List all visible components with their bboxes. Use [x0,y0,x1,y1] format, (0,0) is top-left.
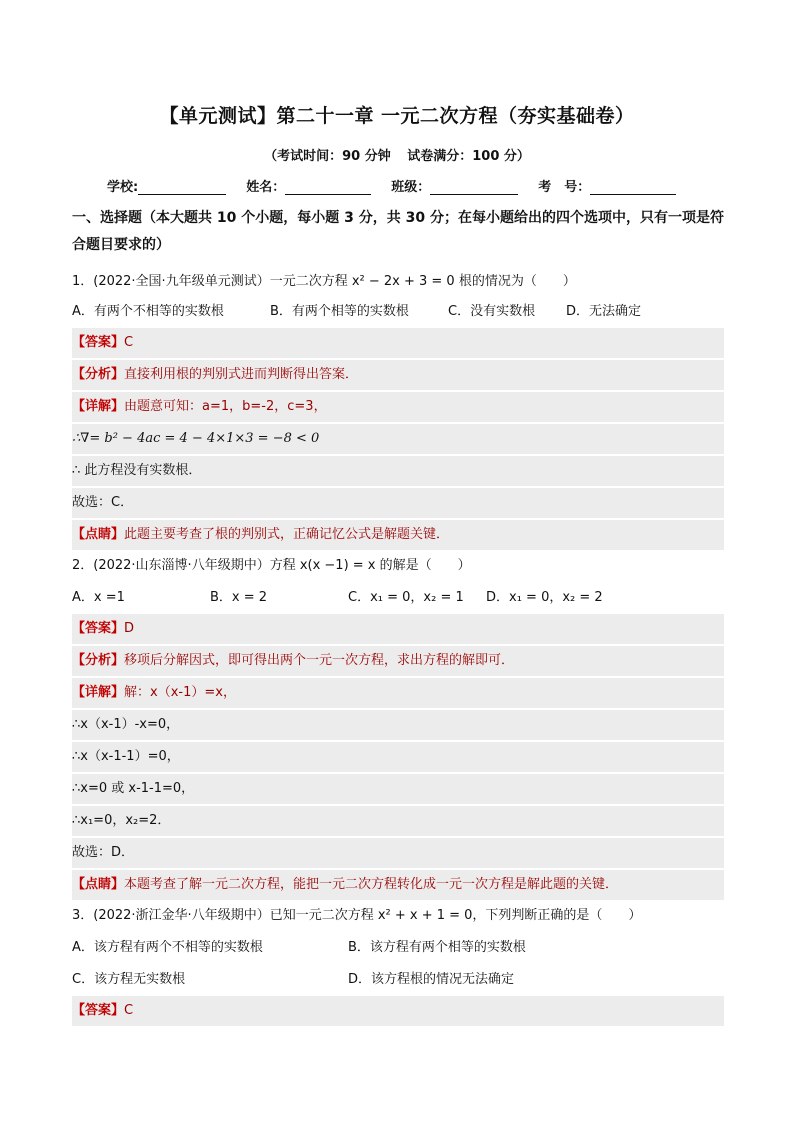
q2-stem: 2．(2022·山东淄博·八年级期中）方程 x(x −1) = x 的解是（ ） [72,558,471,573]
q1-step2: ∴ 此方程没有实数根． [72,456,724,486]
exam-meta [0,145,794,164]
q1-detail: 【详解】由题意可知：a=1，b=-2，c=3， [72,392,724,422]
name-blank[interactable] [285,180,371,195]
q1-options [72,297,724,327]
school-field [107,176,226,195]
q3-option-c: C．该方程无实数根 [72,972,186,987]
q2-step1: ∴x（x-1）-x=0， [72,710,724,740]
q1-analysis: 【分析】直接利用根的判别式进而判断得出答案． [72,360,724,390]
q1-option-a: A．有两个不相等的实数根 [72,304,224,319]
q1-step1: ∴∇= b² − 4ac = 4 − 4×1×3 = −8 < 0 [72,424,724,454]
q3-options-row1 [72,933,724,963]
q1-choice: 故选：C． [72,488,724,518]
class-label: 班级： [391,180,431,195]
q1-option-c: C．没有实数根 [448,304,536,319]
q2-options [72,583,724,613]
page-title: 【单元测试】第二十一章 一元二次方程（夯实基础卷） [159,105,635,127]
school-label: 学校: [107,180,139,195]
q2-step2: ∴x（x-1-1）=0， [72,742,724,772]
section-header: 一、选择题（本大题共 10 个小题，每小题 3 分，共 30 分；在每小题给出的四个选项中，只有一项是符合题目要求的） [72,210,724,253]
q2-choice: 故选：D． [72,838,724,868]
number-field [538,176,676,195]
q2-option-d: D．x₁ = 0，x₂ = 2 [486,590,603,605]
q2-detail: 【详解】解：x（x-1）=x， [72,678,724,708]
student-info [107,176,707,195]
q3-option-d: D．该方程根的情况无法确定 [348,972,515,987]
q2-option-b: B．x = 2 [210,590,268,605]
q2-option-c: C．x₁ = 0，x₂ = 1 [348,590,464,605]
q1-option-d: D．无法确定 [566,304,642,319]
q1-option-b: B．有两个相等的实数根 [270,304,409,319]
q2-comment: 【点睛】本题考查了解一元二次方程，能把一元二次方程转化成一元一次方程是解此题的关键． [72,870,724,900]
number-blank[interactable] [590,180,676,195]
q3-option-a: A．该方程有两个不相等的实数根 [72,940,263,955]
q2-step4: ∴x₁=0，x₂=2． [72,806,724,836]
q3-option-b: B．该方程有两个相等的实数根 [348,940,526,955]
exam-score: 试卷满分：100 分） [407,149,530,164]
q1-answer: 【答案】C [72,328,724,358]
q3-stem: 3．(2022·浙江金华·八年级期中）已知一元二次方程 x² + x + 1 = 0，下列判断正确的是（ ） [72,908,642,923]
number-label: 考 号： [538,180,591,195]
q1-comment: 【点睛】此题主要考查了根的判别式，正确记忆公式是解题关键． [72,520,724,550]
q2-answer: 【答案】D [72,614,724,644]
class-field [391,176,518,195]
q2-analysis: 【分析】移项后分解因式，即可得出两个一元一次方程，求出方程的解即可． [72,646,724,676]
q2-step3: ∴x=0 或 x-1-1=0， [72,774,724,804]
school-blank[interactable] [138,180,226,195]
q3-options-row2 [72,965,724,995]
q1-stem: 1．(2022·全国·九年级单元测试）一元二次方程 x² − 2x + 3 = 0 根的情况为（ ） [72,274,576,289]
name-field [246,176,371,195]
class-blank[interactable] [430,180,518,195]
q2-option-a: A．x =1 [72,590,125,605]
name-label: 姓名： [246,180,286,195]
exam-time: （考试时间：90 分钟 [264,149,391,164]
q3-answer: 【答案】C [72,996,724,1026]
